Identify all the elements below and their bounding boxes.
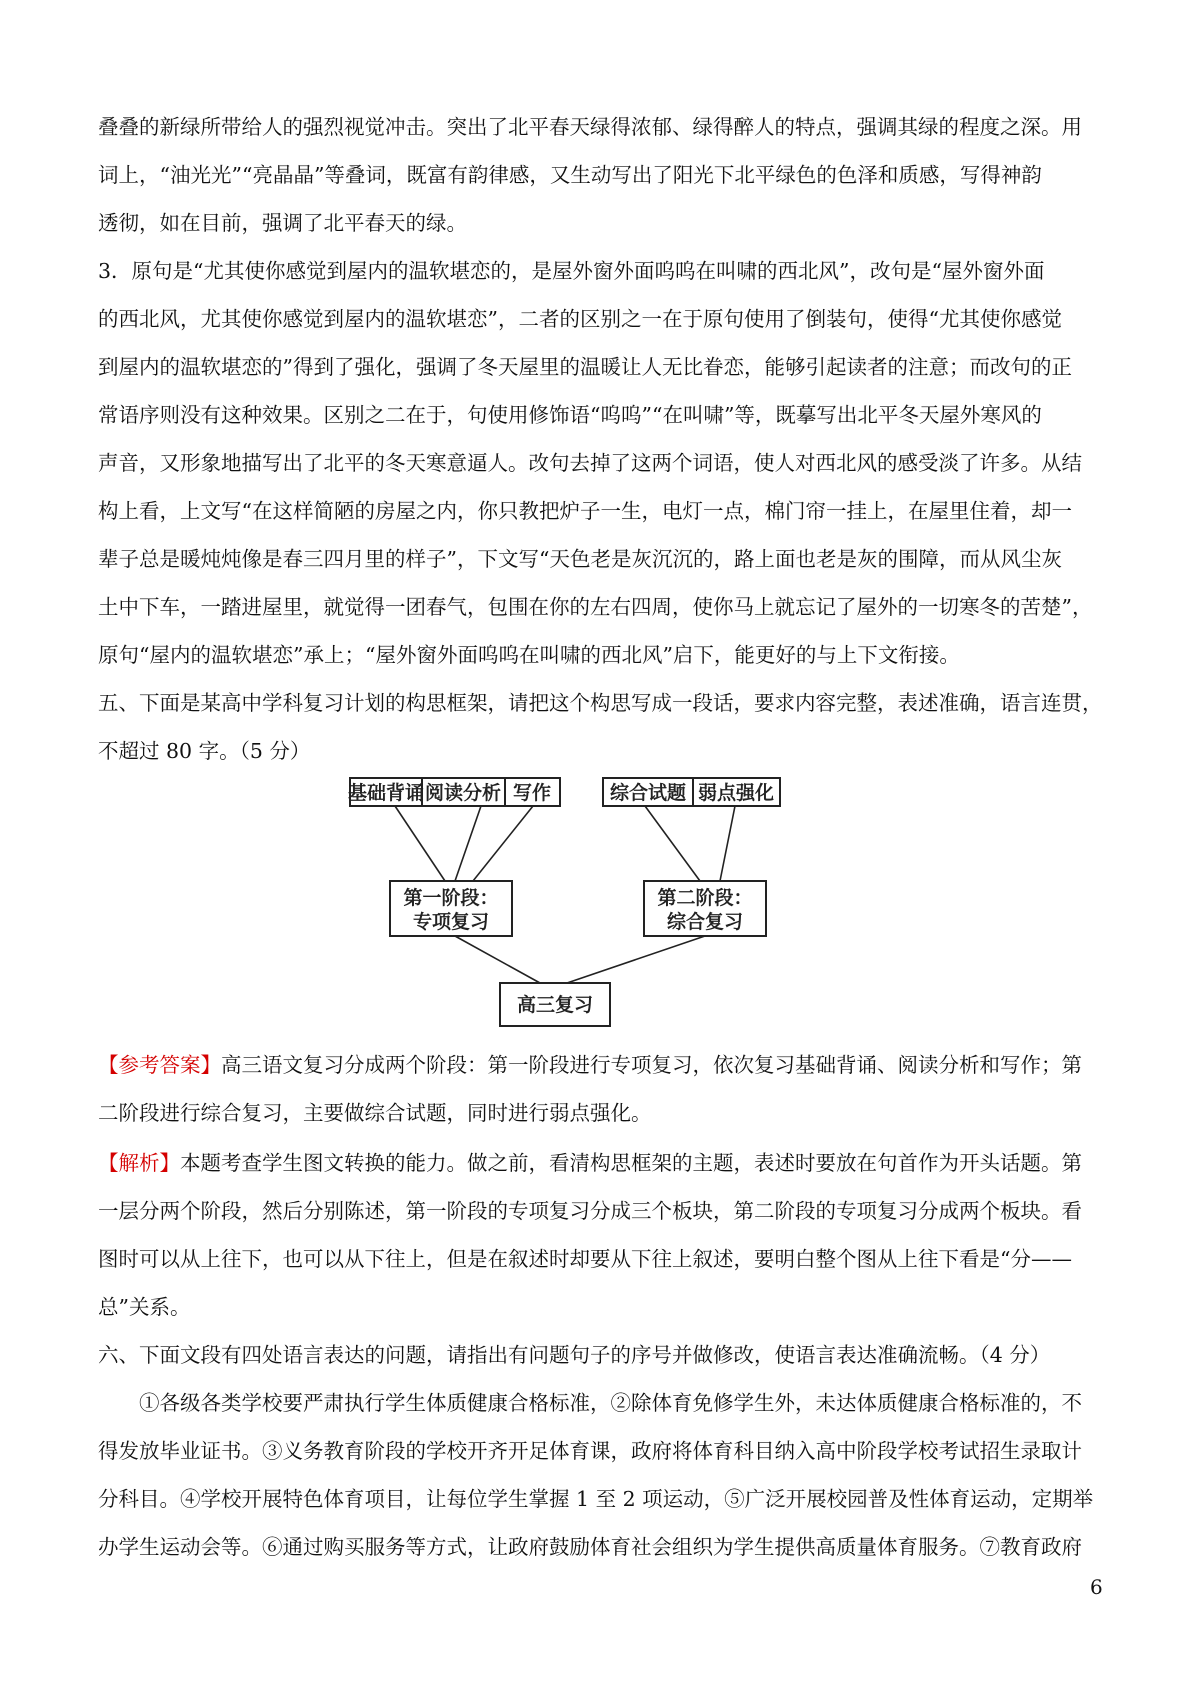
text-line: 叠叠的新绿所带给人的强烈视觉冲击。突出了北平春天绿得浓郁、绿得醉人的特点，强调其绿的程度之深。用 (98, 115, 1082, 139)
text-line: 得发放毕业证书。③义务教育阶段的学校开齐开足体育课，政府将体育科目纳入高中阶段学校考试招生录取计 (98, 1439, 1082, 1463)
answer-block (98, 1041, 1116, 1137)
text-line: 词上，“油光光”“亮晶晶”等叠词，既富有韵律感，又生动写出了阳光下北平绿色的色泽和质感，写得神韵 (98, 163, 1042, 187)
stage-one-title: 第一阶段： (403, 887, 499, 909)
analysis-line: 总”关系。 (98, 1295, 191, 1319)
text-line: 3．原句是“尤其使你感觉到屋内的温软堪恋的，是屋外窗外面呜呜在叫啸的西北风”，改句是“屋外窗外面 (98, 259, 1045, 283)
node-basic-recitation: 基础背诵 (347, 782, 425, 804)
connector-line (473, 806, 533, 881)
question-six-line: 六、下面文段有四处语言表达的问题，请指出有问题句子的序号并做修改，使语言表达准确流畅。（4 分） (98, 1343, 1051, 1367)
analysis-tag: 【解析】 (98, 1151, 180, 1175)
stage-two-title: 第二阶段： (657, 887, 753, 909)
review-plan-diagram (345, 772, 885, 1034)
text-line: 透彻，如在目前，强调了北平春天的绿。 (98, 211, 467, 235)
analysis-line: 一层分两个阶段，然后分别陈述，第一阶段的专项复习分成三个板块，第二阶段的专项复习分成两个板块。看 (98, 1199, 1082, 1223)
answer-text: 高三语文复习分成两个阶段：第一阶段进行专项复习，依次复习基础背诵、阅读分析和写作；第 (221, 1053, 1082, 1077)
text-line: 到屋内的温软堪恋的”得到了强化，强调了冬天屋里的温暖让人无比眷恋，能够引起读者的注意；而改句的正 (98, 355, 1072, 379)
connector-line (567, 936, 705, 983)
node-weakness-strengthening: 弱点强化 (697, 782, 775, 804)
text-line: 构上看，上文写“在这样简陋的房屋之内，你只教把炉子一生，电灯一点，棉门帘一挂上，在屋里住着，却一 (98, 499, 1072, 523)
stage-two-subtitle: 综合复习 (666, 911, 744, 933)
passage-block-2 (98, 1331, 1116, 1571)
text-line: 土中下车，一踏进屋里，就觉得一团春气，包围在你的左右四周，使你马上就忘记了屋外的一切寒冬的苦楚”， (98, 595, 1093, 619)
connector-line (455, 936, 540, 983)
question-five-line: 五、下面是某高中学科复习计划的构思框架，请把这个构思写成一段话，要求内容完整，表述准确，语言连贯， (98, 691, 1103, 715)
analysis-text: 本题考查学生图文转换的能力。做之前，看清构思框架的主题，表述时要放在句首作为开头话题。第 (180, 1151, 1082, 1175)
connector-line (720, 806, 735, 881)
text-line: 原句“屋内的温软堪恋”承上；“屋外窗外面呜呜在叫啸的西北风”启下，能更好的与上下文衔接。 (98, 643, 960, 667)
node-writing: 写作 (512, 782, 552, 804)
page-number: 6 (1090, 1575, 1103, 1599)
passage-block-1 (98, 103, 1116, 775)
question-five-line: 不超过 80 字。（5 分） (98, 739, 311, 763)
text-line: 办学生运动会等。⑥通过购买服务等方式，让政府鼓励体育社会组织为学生提供高质量体育服务。⑦教育政府 (98, 1535, 1082, 1559)
answer-tag: 【参考答案】 (98, 1053, 221, 1077)
text-line: 声音，又形象地描写出了北平的冬天寒意逼人。改句去掉了这两个词语，使人对西北风的感受淡了许多。从结 (98, 451, 1082, 475)
root-node: 高三复习 (516, 994, 594, 1016)
node-reading-analysis: 阅读分析 (424, 782, 502, 804)
analysis-block (98, 1139, 1116, 1331)
connector-line (455, 806, 481, 881)
text-line: 分科目。④学校开展特色体育项目，让每位学生掌握 1 至 2 项运动，⑤广泛开展校园普及性体育运动，定期举 (98, 1487, 1094, 1511)
connector-line (645, 806, 700, 881)
answer-line: 二阶段进行综合复习，主要做综合试题，同时进行弱点强化。 (98, 1101, 652, 1125)
answer-line (98, 1041, 1116, 1089)
analysis-line (98, 1139, 1116, 1187)
node-comprehensive-tests: 综合试题 (609, 782, 687, 804)
analysis-line: 图时可以从上往下，也可以从下往上，但是在叙述时却要从下往上叙述，要明白整个图从上往下看是“分—— (98, 1247, 1072, 1271)
connector-line (395, 806, 445, 881)
stage-one-subtitle: 专项复习 (412, 911, 490, 933)
text-line: 常语序则没有这种效果。区别之二在于，句使用修饰语“呜呜”“在叫啸”等，既摹写出北平冬天屋外寒风的 (98, 403, 1042, 427)
text-line: 辈子总是暖炖炖像是春三四月里的样子”，下文写“天色老是灰沉沉的，路上面也老是灰的围障，而从风尘灰 (98, 547, 1062, 571)
text-line: ①各级各类学校要严肃执行学生体质健康合格标准，②除体育免修学生外，未达体质健康合格标准的，不 (98, 1391, 1082, 1415)
diagram-svg (345, 772, 885, 1034)
text-line: 的西北风，尤其使你感觉到屋内的温软堪恋”，二者的区别之一在于原句使用了倒装句，使得“尤其使你感觉 (98, 307, 1062, 331)
